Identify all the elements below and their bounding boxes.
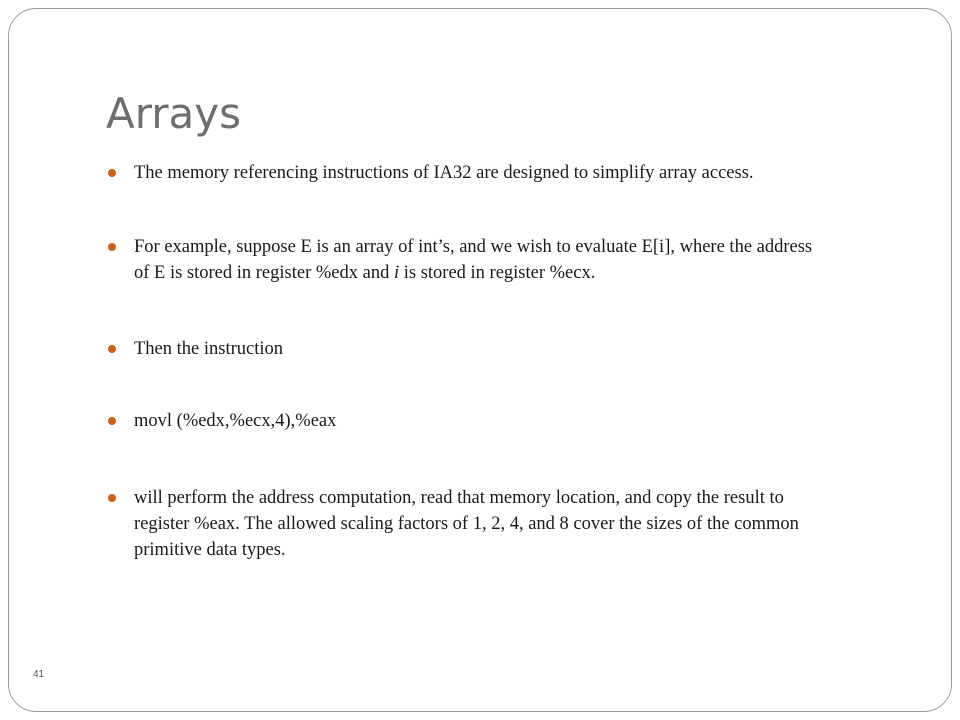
bullet-item [108, 408, 828, 434]
bullet-item [108, 160, 828, 186]
bullet-text: will perform the address computation, read that memory location, and copy the result to register %eax. The allowed scaling factors of 1, 2, 4, and 8 cover the sizes of the common primitive data types. [134, 488, 799, 560]
bullet-text [134, 234, 828, 286]
bullet-item [108, 336, 828, 362]
slide-title: Arrays [106, 89, 242, 138]
bullet-item [108, 485, 828, 563]
bullet-text-part: is stored in register %ecx. [399, 263, 596, 283]
bullet-code-text: movl (%edx,%ecx,4),%eax [134, 411, 337, 431]
bullet-text-italic: i [393, 263, 400, 283]
bullet-dot-icon [108, 243, 116, 251]
bullet-text: Then the instruction [134, 339, 283, 359]
bullet-dot-icon [108, 169, 116, 177]
slide-number: 41 [33, 669, 45, 680]
bullet-dot-icon [108, 494, 116, 502]
bullet-text: The memory referencing instructions of IA32 are designed to simplify array access. [134, 163, 754, 183]
bullet-text-part: For example, suppose E is an array of int’s, and we wish to evaluate E[i], where the address of E is stored in register %edx and [134, 237, 813, 283]
bullet-dot-icon [108, 345, 116, 353]
bullet-dot-icon [108, 417, 116, 425]
bullet-item [108, 234, 828, 286]
